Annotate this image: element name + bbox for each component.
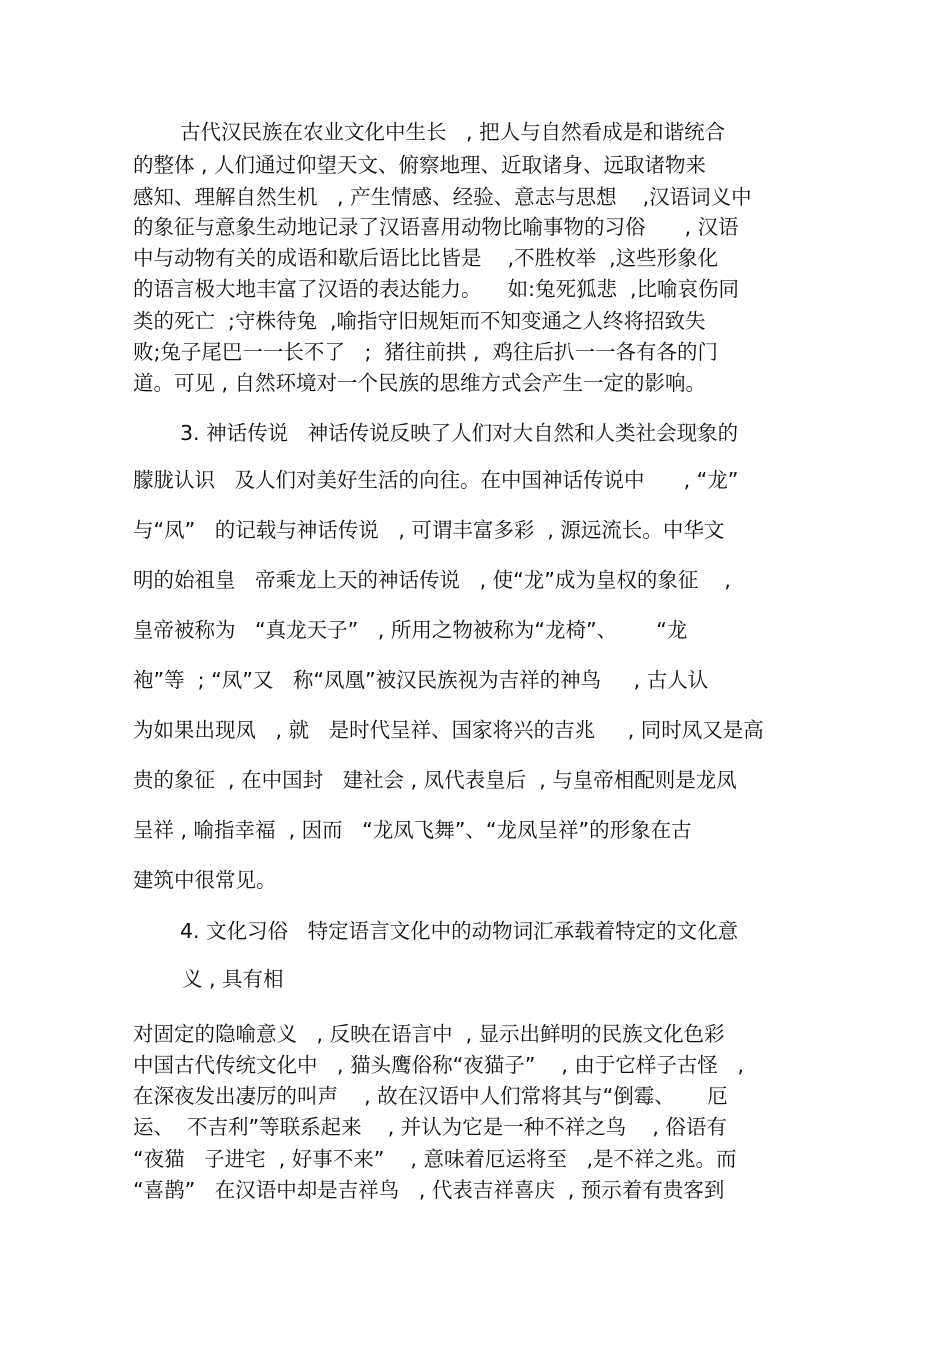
- text-line: 为如果出现凤 , 就 是时代呈祥、国家将兴的吉兆 , 同时凤又是高: [133, 718, 764, 742]
- text-line: 皇帝被称为 “真龙天子” , 所用之物被称为“龙椅”、 “龙: [133, 618, 688, 642]
- text-line: 贵的象征 , 在中国封 建社会 , 凤代表皇后 , 与皇帝相配则是龙凤: [133, 768, 737, 792]
- text-line: 感知、理解自然生机 , 产生情感、经验、意志与思想 ,汉语词义中: [133, 185, 752, 209]
- section-heading-line: 3. 神话传说 神话传说反映了人们对大自然和人类社会现象的: [180, 421, 739, 445]
- text-line: 古代汉民族在农业文化中生长 , 把人与自然看成是和谐统合: [180, 120, 726, 144]
- text-line: 朦胧认识 及人们对美好生活的向往。在中国神话传说中 , “龙”: [133, 468, 739, 492]
- text-line: 中国古代传统文化中 , 猫头鹰俗称“夜猫子” , 由于它样子古怪 ,: [133, 1053, 744, 1077]
- text-line: 败;兔子尾巴一一长不了 ; 猪往前拱 , 鸡往后扒一一各有各的门: [133, 340, 718, 364]
- text-line: 在深夜发出凄厉的叫声 , 故在汉语中人们常将其与“倒霉、 厄: [133, 1084, 728, 1108]
- section-heading-line: 4. 文化习俗 特定语言文化中的动物词汇承载着特定的文化意: [180, 919, 739, 943]
- text-line: 建筑中很常见。: [133, 868, 277, 892]
- text-line: “夜猫 子进宅 , 好事不来” , 意味着厄运将至 ,是不祥之兆。而: [133, 1147, 737, 1171]
- text-line: 类的死亡 ;守株待兔 ,喻指守旧规矩而不知变通之人终将招致失: [133, 309, 706, 333]
- text-line: 呈祥 , 喻指幸福 , 因而 “龙凤飞舞”、“龙凤呈祥”的形象在古: [133, 818, 692, 842]
- text-line: 的整体 , 人们通过仰望天文、俯察地理、近取诸身、远取诸物来: [133, 153, 707, 177]
- text-line: “喜鹊” 在汉语中却是吉祥鸟 , 代表吉祥喜庆 , 预示着有贵客到: [133, 1178, 725, 1202]
- text-line: 道。可见 , 自然环境对一个民族的思维方式会产生一定的影响。: [133, 371, 707, 395]
- text-line: 的语言极大地丰富了汉语的表达能力。 如:兔死狐悲 ,比喻哀伤同: [133, 277, 740, 301]
- text-line: 中与动物有关的成语和歇后语比比皆是 ,不胜枚举 ,这些形象化: [133, 246, 719, 270]
- text-line: 与“凤” 的记载与神话传说 , 可谓丰富多彩 , 源远流长。中华文: [133, 518, 725, 542]
- text-line: 的象征与意象生动地记录了汉语喜用动物比喻事物的习俗 , 汉语: [133, 215, 739, 239]
- text-line: 对固定的隐喻意义 , 反映在语言中 , 显示出鲜明的民族文化色彩: [133, 1022, 725, 1046]
- text-line: 义 , 具有相: [182, 967, 284, 991]
- text-line: 袍”等 ; “凤”又 称“凤凰”被汉民族视为吉祥的神鸟 , 古人认: [133, 668, 709, 692]
- text-line: 明的始祖皇 帝乘龙上天的神话传说 , 使“龙”成为皇权的象征 ,: [133, 568, 731, 592]
- text-line: 运、 不吉利”等联系起来 , 并认为它是一种不祥之鸟 , 俗语有: [133, 1115, 727, 1139]
